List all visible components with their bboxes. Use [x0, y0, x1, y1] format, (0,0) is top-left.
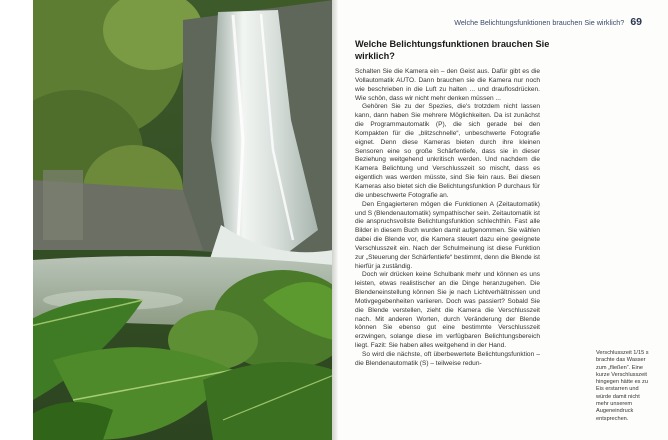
paragraph: Doch wir drücken keine Schulbank mehr und können es uns leisten, etwas realistischer an die Dinge heranzugehen. Die Blendeneinstellung können Sie je nach Lichtverhältnissen und Motivgegebenheiten variieren. Doch was passiert? Sobald Sie die Blende verstellen, zieht die Kamera die Verschlusszeit nach. Mit anderen Worten, durch Veränderung der Blende können Sie ebenso gut eine bestimmte Verschlusszeit erzwingen, solange diese im verfügbaren Belichtungsbereich liegt. Fazit: Sie haben alles weitgehend in der Hand. [355, 271, 540, 350]
book-page [338, 0, 668, 440]
body-text [355, 68, 540, 369]
paragraph: Schalten Sie die Kamera ein – den Geist aus. Dafür gibt es die Vollautomatik AUTO. Dann brauchen sie die Kamera nur noch wie beschrieben in die Luft zu halten ... und drauflosdrücken. Wie schön, dass wir nicht mehr denken müssen ... [355, 68, 540, 102]
paragraph: So wird die nächste, oft überbewertete Belichtungsfunktion – die Blendenautomatik (S) – teilweise redun- [355, 351, 540, 367]
running-title: Welche Belichtungsfunktionen brauchen Sie wirklich? [454, 18, 625, 27]
section-title: Welche Belichtungsfunktionen brauchen Sie wirklich? [355, 39, 550, 61]
running-header [454, 16, 642, 28]
photo-caption: Verschlusszeit 1/15 s brachte das Wasser zum „fließen“. Eine kurze Verschlusszeit hingegen hätte es zu Eis erstarren und würde damit nicht mehr unserem Augeneindruck entsprechen. [596, 350, 649, 422]
paragraph: Den Engagierteren mögen die Funktionen A (Zeitautomatik) und S (Blendenautomatik) sympathischer sein. Zeitautomatik ist die anspruchsvollste Belichtungsfunktion schlechthin. Fast alle Bilder in diesem Buch wurden damit aufgenommen. Sie wählen dabei die Blende vor, die Kamera steuert dazu eine geeignete Verschlusszeit ein. Nach der Schulmeinung ist diese Funktion zur „Steuerung der Schärfentiefe“ bestimmt, denn die Blende ist hierfür ja zuständig. [355, 200, 540, 270]
waterfall-photo [33, 0, 334, 440]
paragraph: Gehören Sie zu der Spezies, die's trotzdem nicht lassen kann, dann haben Sie mehrere Möglichkeiten. Da ist zunächst die Programmautomatik (P), die sich gerade bei den Kompakten für die „blitzschnelle“, unbeschwerte Fotografie eignet. Denn diese Kameras bieten durch ihre kleinen Sensoren eine so große Schärfentiefe, dass sie in dieser Beziehung weitgehend unkritisch werden. Und nachdem die Kamera Belichtung und Verschlusszeit so mischt, dass es eigentlich was werden müsste, sind Sie fein raus. Bei diesen Kameras also bietet sich die Belichtungsfunktion P durchaus für die unbeschwerte Fotografie an. [355, 103, 540, 199]
waterfall-illustration [33, 0, 334, 440]
page-number: 69 [630, 16, 642, 28]
